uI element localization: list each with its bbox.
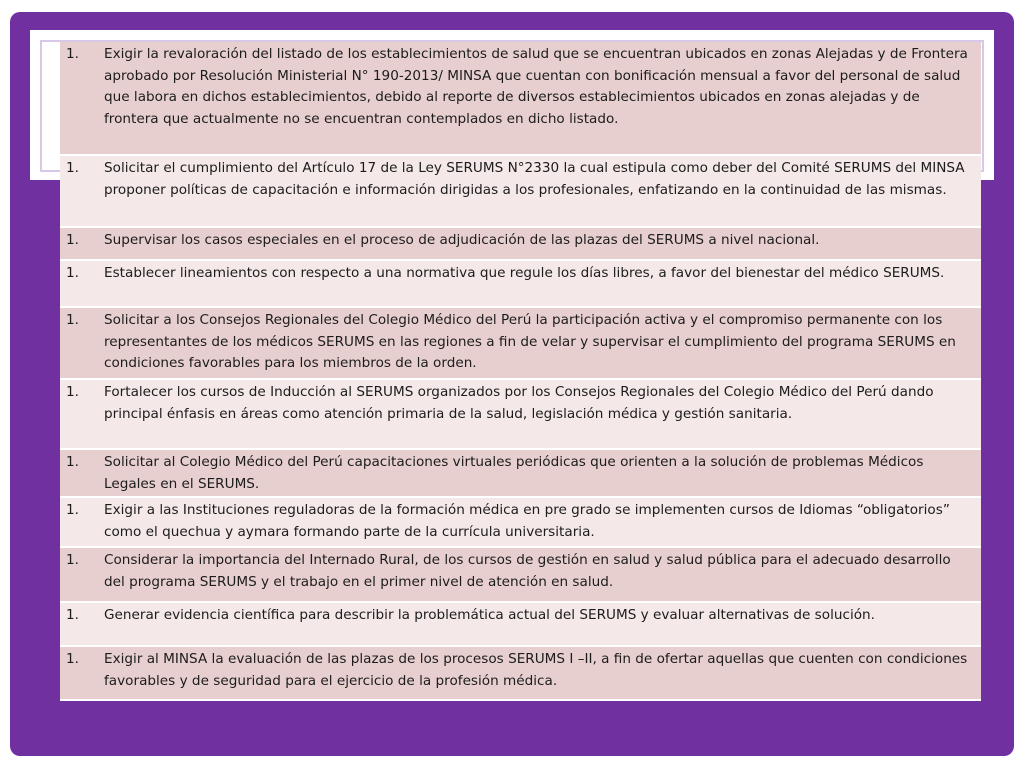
table-row	[60, 156, 981, 228]
table-row	[60, 498, 981, 548]
row-text: Establecer lineamientos con respecto a una normativa que regule los días libres, a favor del bienestar del médico SERUMS.	[104, 265, 945, 281]
row-number: 1.	[66, 454, 79, 470]
row-text: Exigir al MINSA la evaluación de las plazas de los procesos SERUMS I –II, a fin de ofertar aquellas que cuenten con condiciones favorables y de seguridad para el ejercicio de la profesión médica.	[104, 651, 968, 689]
row-text: Considerar la importancia del Internado Rural, de los cursos de gestión en salud y salud pública para el adecuado desarrollo del programa SERUMS y el trabajo en el primer nivel de atención en salud.	[104, 552, 951, 590]
row-number: 1.	[66, 552, 79, 568]
table-row	[60, 228, 981, 261]
row-text: Fortalecer los cursos de Inducción al SERUMS organizados por los Consejos Regionales del Colegio Médico del Perú dando principal énfasis en áreas como atención primaria de la salud, legislación médica y gestión sanitaria.	[104, 384, 934, 422]
table-row	[60, 308, 981, 380]
row-text: Exigir a las Instituciones reguladoras de la formación médica en pre grado se implementen cursos de Idiomas “obligatorios” como el quechua y aymara formando parte de la currícula universitaria.	[104, 502, 950, 540]
row-text: Solicitar el cumplimiento del Artículo 17 de la Ley SERUMS N°2330 la cual estipula como deber del Comité SERUMS del MINSA proponer políticas de capacitación e información dirigidas a los profesionales, enfatizando en la continuidad de las mismas.	[104, 160, 965, 198]
recommendations-table	[60, 42, 981, 701]
row-number: 1.	[66, 502, 79, 518]
row-text: Supervisar los casos especiales en el proceso de adjudicación de las plazas del SERUMS a nivel nacional.	[104, 232, 820, 248]
table-row	[60, 261, 981, 308]
table-row	[60, 42, 981, 156]
row-number: 1.	[66, 384, 79, 400]
table-row	[60, 450, 981, 498]
row-text: Exigir la revaloración del listado de los establecimientos de salud que se encuentran ubicados en zonas Alejadas y de Frontera aprobado por Resolución Ministerial N° 190-2013/ MINSA que cuentan con bonificación mensual a favor del personal de salud que labora en dichos establecimientos, debido al reporte de diversos establecimientos ubicados en zonas alejadas y de frontera que actualmente no se encuentran contemplados en dicho listado.	[104, 46, 968, 127]
row-number: 1.	[66, 651, 79, 667]
table-row	[60, 548, 981, 603]
row-number: 1.	[66, 312, 79, 328]
row-number: 1.	[66, 265, 79, 281]
row-number: 1.	[66, 46, 79, 62]
row-text: Solicitar al Colegio Médico del Perú capacitaciones virtuales periódicas que orienten a la solución de problemas Médicos Legales en el SERUMS.	[104, 454, 924, 492]
table-row	[60, 603, 981, 647]
row-number: 1.	[66, 232, 79, 248]
row-number: 1.	[66, 160, 79, 176]
row-number: 1.	[66, 607, 79, 623]
table-row	[60, 380, 981, 450]
table-row	[60, 647, 981, 701]
row-text: Solicitar a los Consejos Regionales del Colegio Médico del Perú la participación activa y el compromiso permanente con los representantes de los médicos SERUMS en las regiones a fin de velar y supervisar el cumplimiento del programa SERUMS en condiciones favorables para los miembros de la orden.	[104, 312, 956, 371]
row-text: Generar evidencia científica para describir la problemática actual del SERUMS y evaluar alternativas de solución.	[104, 607, 875, 623]
